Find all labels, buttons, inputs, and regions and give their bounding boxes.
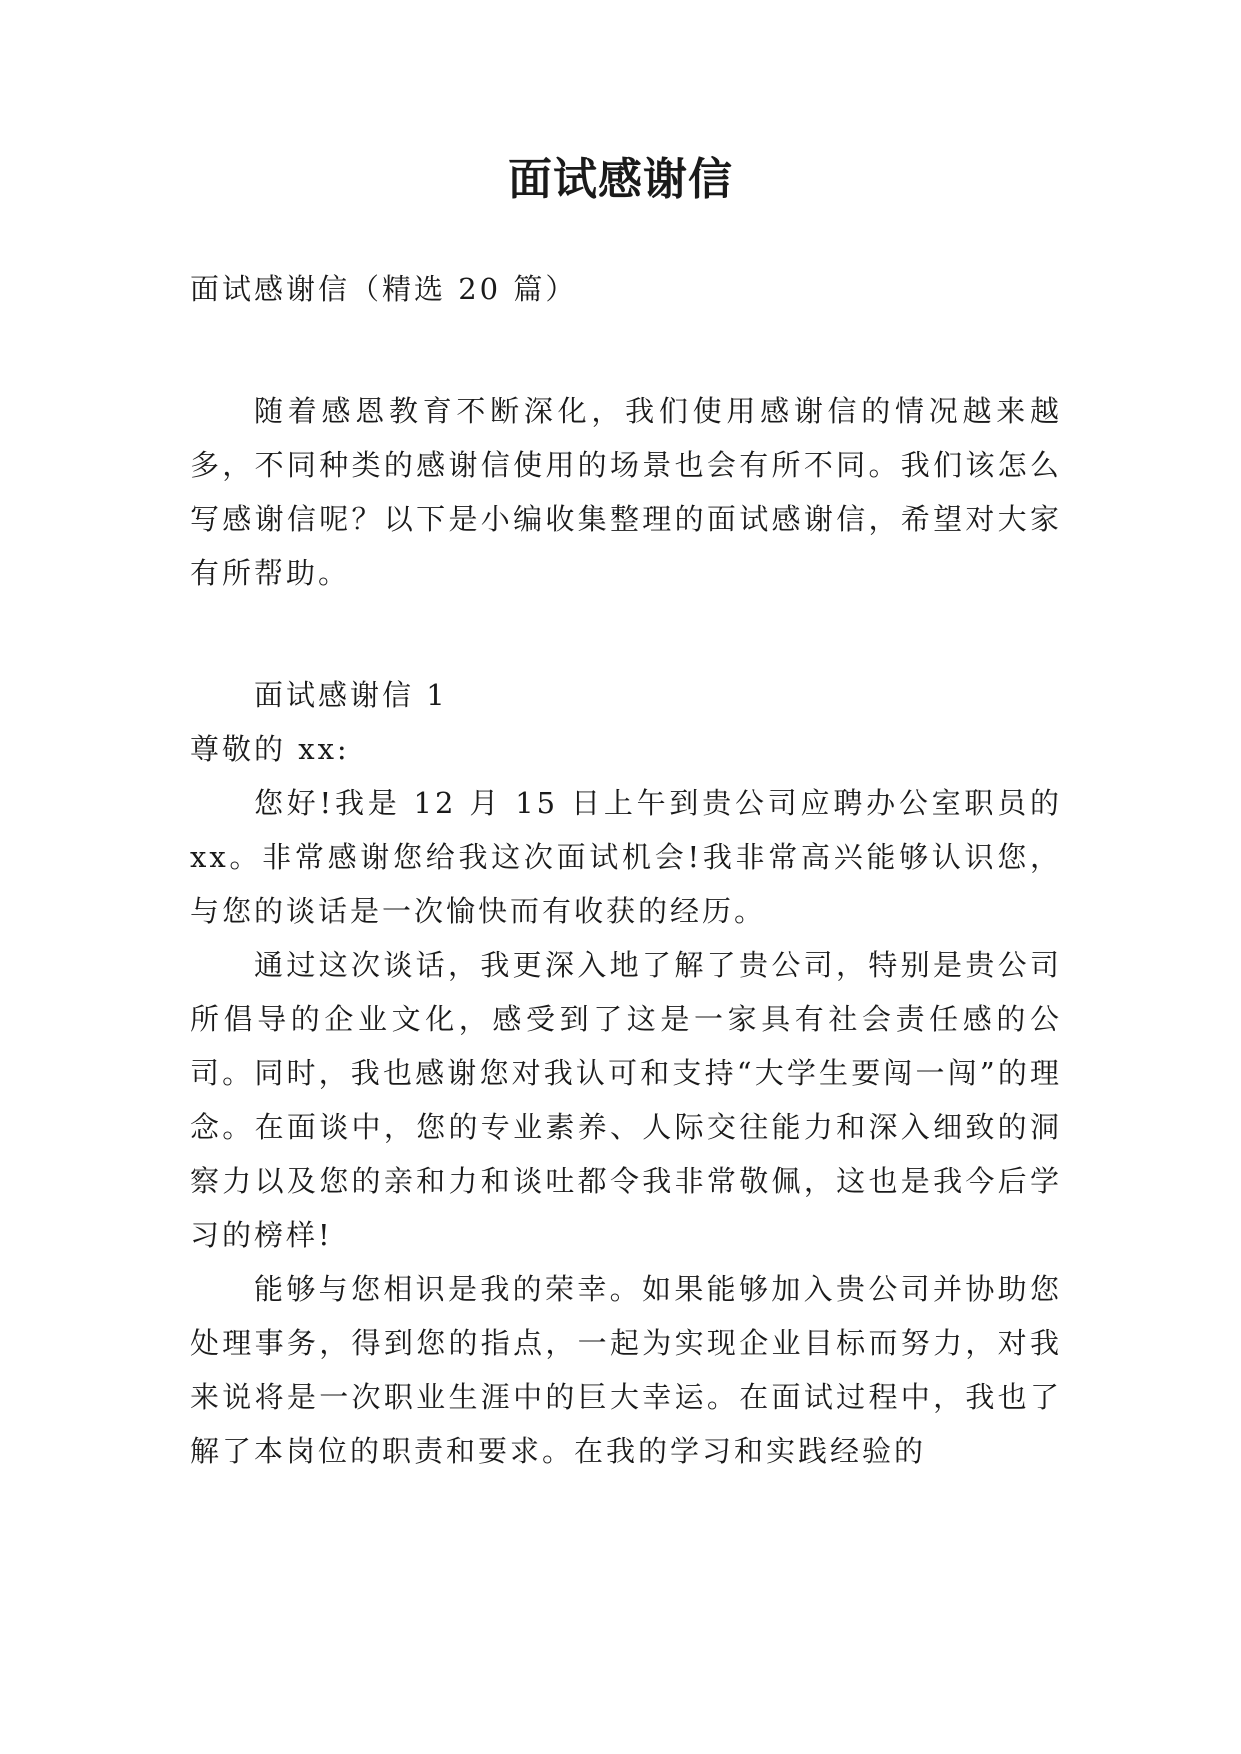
body-paragraph: 您好!我是 12 月 15 日上午到贵公司应聘办公室职员的xx。非常感谢您给我这次面试机会!我非常高兴能够认识您，与您的谈话是一次愉快而有收获的经历。: [190, 786, 1062, 928]
body-paragraph: 能够与您相识是我的荣幸。如果能够加入贵公司并协助您处理事务，得到您的指点，一起为实现企业目标而努力，对我来说将是一次职业生涯中的巨大幸运。在面试过程中，我也了解了本岗位的职责和要求。在我的学习和实践经验的: [190, 1272, 1062, 1468]
salutation: 尊敬的 xx:: [190, 732, 350, 766]
body-paragraph: 通过这次谈话，我更深入地了解了贵公司，特别是贵公司所倡导的企业文化，感受到了这是一家具有社会责任感的公司。同时，我也感谢您对我认可和支持“大学生要闯一闯”的理念。在面谈中，您的专业素养、人际交往能力和深入细致的洞察力以及您的亲和力和谈吐都令我非常敬佩，这也是我今后学习的榜样!: [190, 948, 1062, 1252]
document-title: 面试感谢信: [508, 154, 733, 205]
intro-paragraph: 随着感恩教育不断深化，我们使用感谢信的情况越来越多，不同种类的感谢信使用的场景也会有所不同。我们该怎么写感谢信呢？以下是小编收集整理的面试感谢信，希望对大家有所帮助。: [190, 394, 1062, 590]
section-heading: 面试感谢信 1: [254, 678, 448, 712]
document-subtitle: 面试感谢信（精选 20 篇）: [190, 272, 578, 306]
document-body: [190, 262, 1062, 1478]
